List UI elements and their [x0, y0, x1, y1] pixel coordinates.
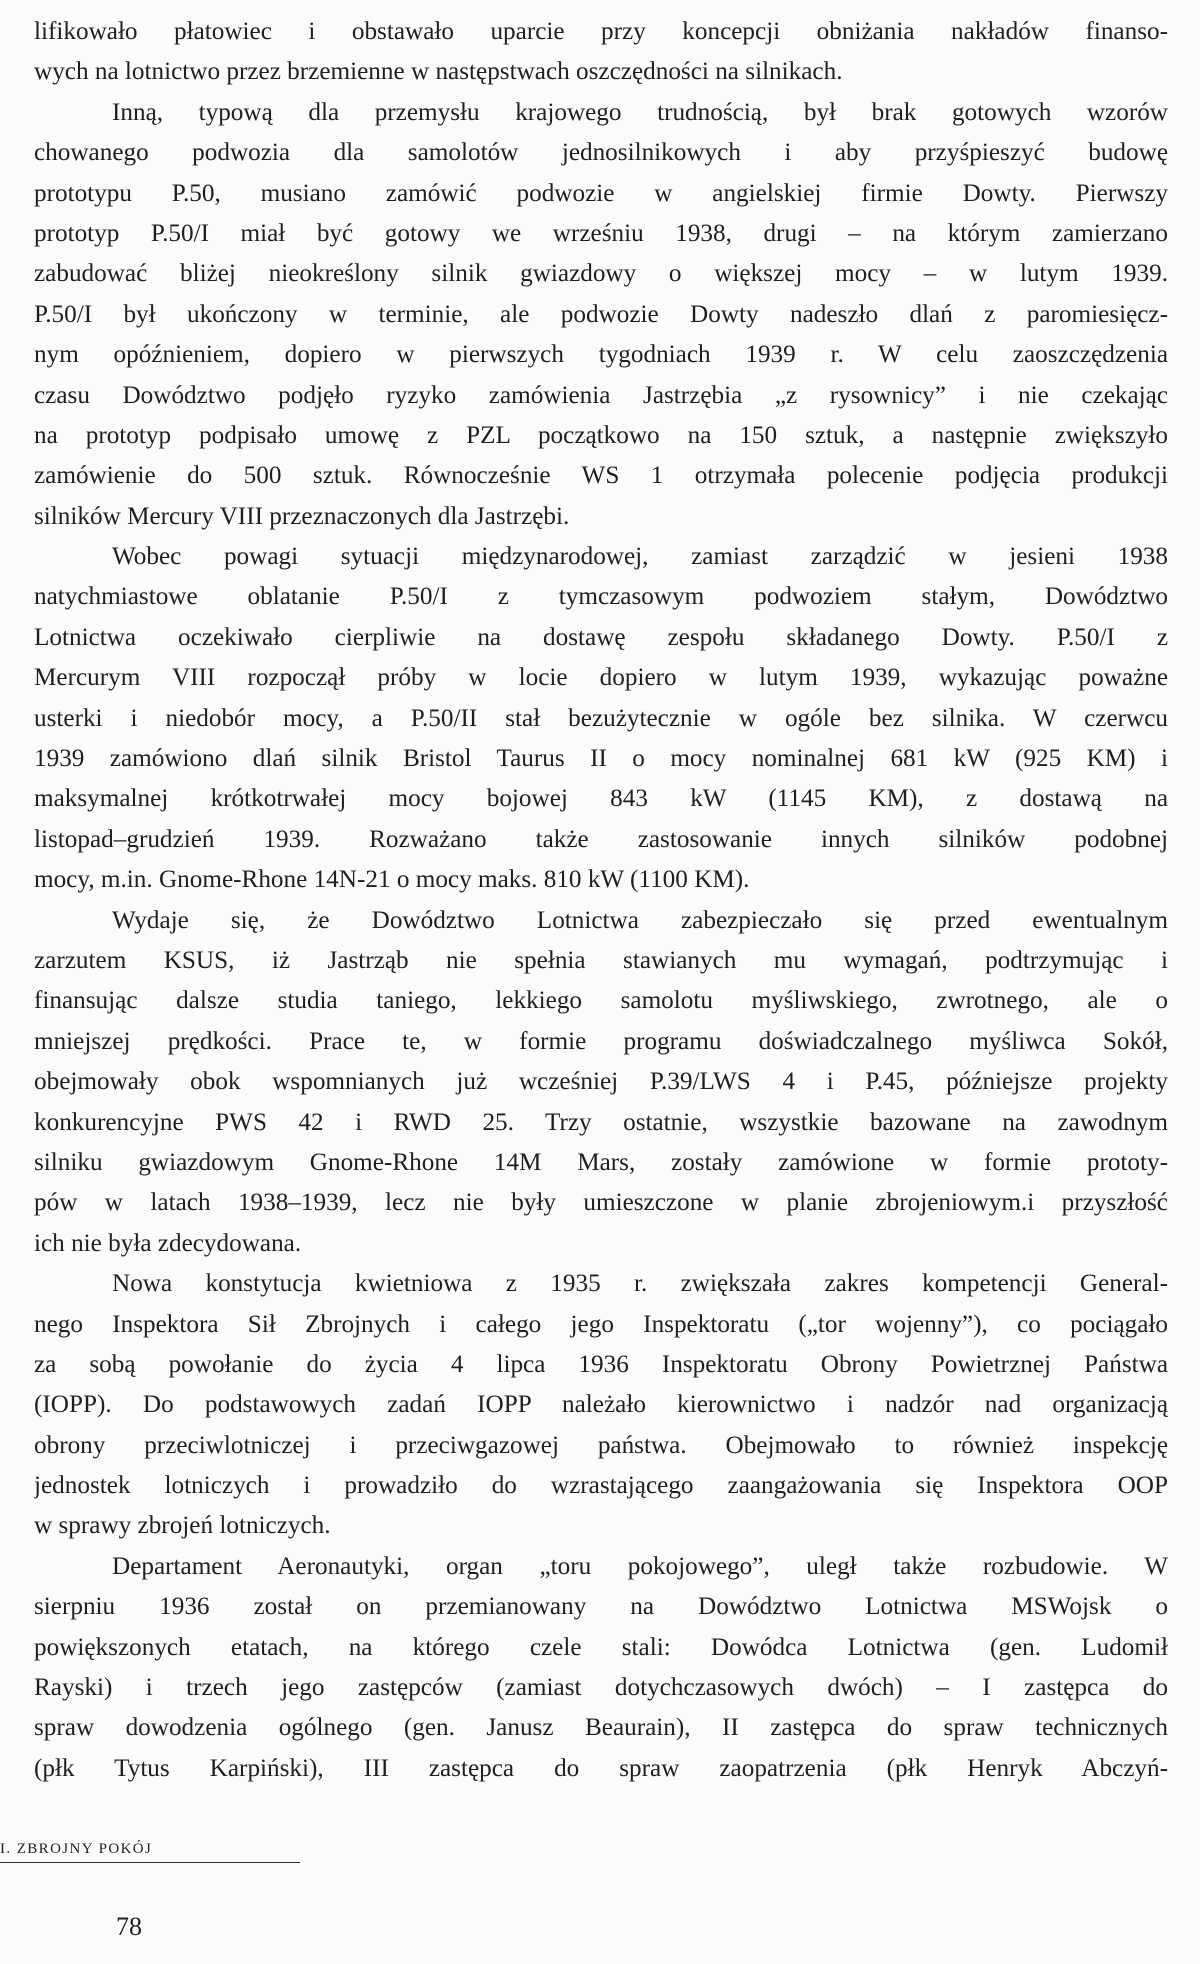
footer-rule: [0, 1862, 300, 1863]
text-line: sierpniu 1936 został on przemianowany na Dowództwo Lotnictwa MSWojsk o: [34, 1593, 1168, 1621]
running-footer-section: I. ZBROJNY POKÓJ: [0, 1841, 153, 1857]
text-line: konkurencyjne PWS 42 i RWD 25. Trzy ostatnie, wszystkie bazowane na zawodnym: [34, 1108, 1168, 1136]
text-line: P.50/I był ukończony w terminie, ale podwozie Dowty nadeszło dlań z paromiesięcz-: [34, 300, 1168, 328]
text-line: listopad–grudzień 1939. Rozważano także zastosowanie innych silników podobnej: [34, 825, 1168, 853]
text-line: powiększonych etatach, na którego czele stali: Dowódca Lotnictwa (gen. Ludomił: [34, 1633, 1168, 1661]
text-line: lifikowało płatowiec i obstawało uparcie przy koncepcji obniżania nakładów finanso-: [34, 18, 1168, 45]
text-line: silniku gwiazdowym Gnome-Rhone 14M Mars, zostały zamówione w formie prototy-: [34, 1148, 1168, 1176]
text-line: Mercurym VIII rozpoczął próby w locie dopiero w lutym 1939, wykazując poważne: [34, 664, 1168, 692]
text-line: (IOPP). Do podstawowych zadań IOPP należało kierownictwo i nadzór nad organizacją: [34, 1391, 1168, 1419]
text-line: usterki i niedobór mocy, a P.50/II stał bezużytecznie w ogóle bez silnika. W czerwcu: [34, 704, 1168, 732]
text-line: Wydaje się, że Dowództwo Lotnictwa zabezpieczało się przed ewentualnym: [112, 906, 1168, 934]
text-line: spraw dowodzenia ogólnego (gen. Janusz Beaurain), II zastępca do spraw technicznych: [34, 1714, 1168, 1742]
text-line: jednostek lotniczych i prowadziło do wzrastającego zaangażowania się Inspektora OOP: [34, 1472, 1168, 1500]
text-line: obejmowały obok wspomnianych już wcześniej P.39/LWS 4 i P.45, późniejsze projekty: [34, 1068, 1168, 1096]
text-line: wych na lotnictwo przez brzemienne w następstwach oszczędności na silnikach.: [34, 58, 843, 86]
text-line: zarzutem KSUS, iż Jastrząb nie spełnia stawianych mu wymagań, podtrzymując i: [34, 946, 1168, 974]
text-line: Rayski) i trzech jego zastępców (zamiast dotychczasowych dwóch) – I zastępca do: [34, 1674, 1168, 1702]
page-number: 78: [116, 1912, 142, 1941]
text-line: natychmiastowe oblatanie P.50/I z tymczasowym podwoziem stałym, Dowództwo: [34, 583, 1168, 611]
text-line: prototypu P.50, musiano zamówić podwozie w angielskiej firmie Dowty. Pierwszy: [34, 179, 1168, 207]
text-line: Wobec powagi sytuacji międzynarodowej, zamiast zarządzić w jesieni 1938: [112, 543, 1168, 571]
text-line: czasu Dowództwo podjęło ryzyko zamówienia Jastrzębia „z rysownicy” i nie czekając: [34, 381, 1168, 409]
text-line: chowanego podwozia dla samolotów jednosilnikowych i aby przyśpieszyć budowę: [34, 139, 1168, 167]
text-line: na prototyp podpisało umowę z PZL początkowo na 150 sztuk, a następnie zwiększyło: [34, 421, 1168, 449]
text-line: zamówienie do 500 sztuk. Równocześnie WS 1 otrzymała polecenie podjęcia produkcji: [34, 462, 1168, 490]
text-line: prototyp P.50/I miał być gotowy we wrześniu 1938, drugi – na którym zamierzano: [34, 219, 1168, 247]
text-line: nym opóźnieniem, dopiero w pierwszych tygodniach 1939 r. W celu zaoszczędzenia: [34, 341, 1168, 369]
text-line: silników Mercury VIII przeznaczonych dla Jastrzębi.: [34, 502, 570, 530]
text-line: w sprawy zbrojeń lotniczych.: [34, 1512, 331, 1540]
text-line: mniejszej prędkości. Prace te, w formie programu doświadczalnego myśliwca Sokół,: [34, 1027, 1168, 1055]
text-line: ich nie była zdecydowana.: [34, 1229, 302, 1257]
text-line: Departament Aeronautyki, organ „toru pokojowego”, uległ także rozbudowie. W: [112, 1552, 1168, 1580]
body-text: [34, 12, 1168, 1789]
text-line: (płk Tytus Karpiński), III zastępca do spraw zaopatrzenia (płk Henryk Abczyń-: [34, 1754, 1168, 1782]
text-line: obrony przeciwlotniczej i przeciwgazowej państwa. Obejmowało to również inspekcję: [34, 1431, 1168, 1459]
text-line: Lotnictwa oczekiwało cierpliwie na dostawę zespołu składanego Dowty. P.50/I z: [34, 623, 1168, 651]
text-line: mocy, m.in. Gnome-Rhone 14N-21 o mocy maks. 810 kW (1100 KM).: [34, 866, 750, 894]
text-line: nego Inspektora Sił Zbrojnych i całego jego Inspektoratu („tor wojenny”), co pociągało: [34, 1310, 1168, 1338]
text-line: maksymalnej krótkotrwałej mocy bojowej 843 kW (1145 KM), z dostawą na: [34, 785, 1168, 813]
text-line: Inną, typową dla przemysłu krajowego trudnością, był brak gotowych wzorów: [112, 98, 1168, 126]
text-line: za sobą powołanie do życia 4 lipca 1936 Inspektoratu Obrony Powietrznej Państwa: [34, 1350, 1168, 1378]
text-line: zabudować bliżej nieokreślony silnik gwiazdowy o większej mocy – w lutym 1939.: [34, 260, 1168, 288]
text-line: 1939 zamówiono dlań silnik Bristol Taurus II o mocy nominalnej 681 kW (925 KM) i: [34, 745, 1168, 773]
text-line: finansując dalsze studia taniego, lekkiego samolotu myśliwskiego, zwrotnego, ale o: [34, 987, 1168, 1015]
text-line: Nowa konstytucja kwietniowa z 1935 r. zwiększała zakres kompetencji General-: [112, 1270, 1168, 1298]
text-line: pów w latach 1938–1939, lecz nie były umieszczone w planie zbrojeniowym.i przyszłość: [34, 1189, 1168, 1217]
